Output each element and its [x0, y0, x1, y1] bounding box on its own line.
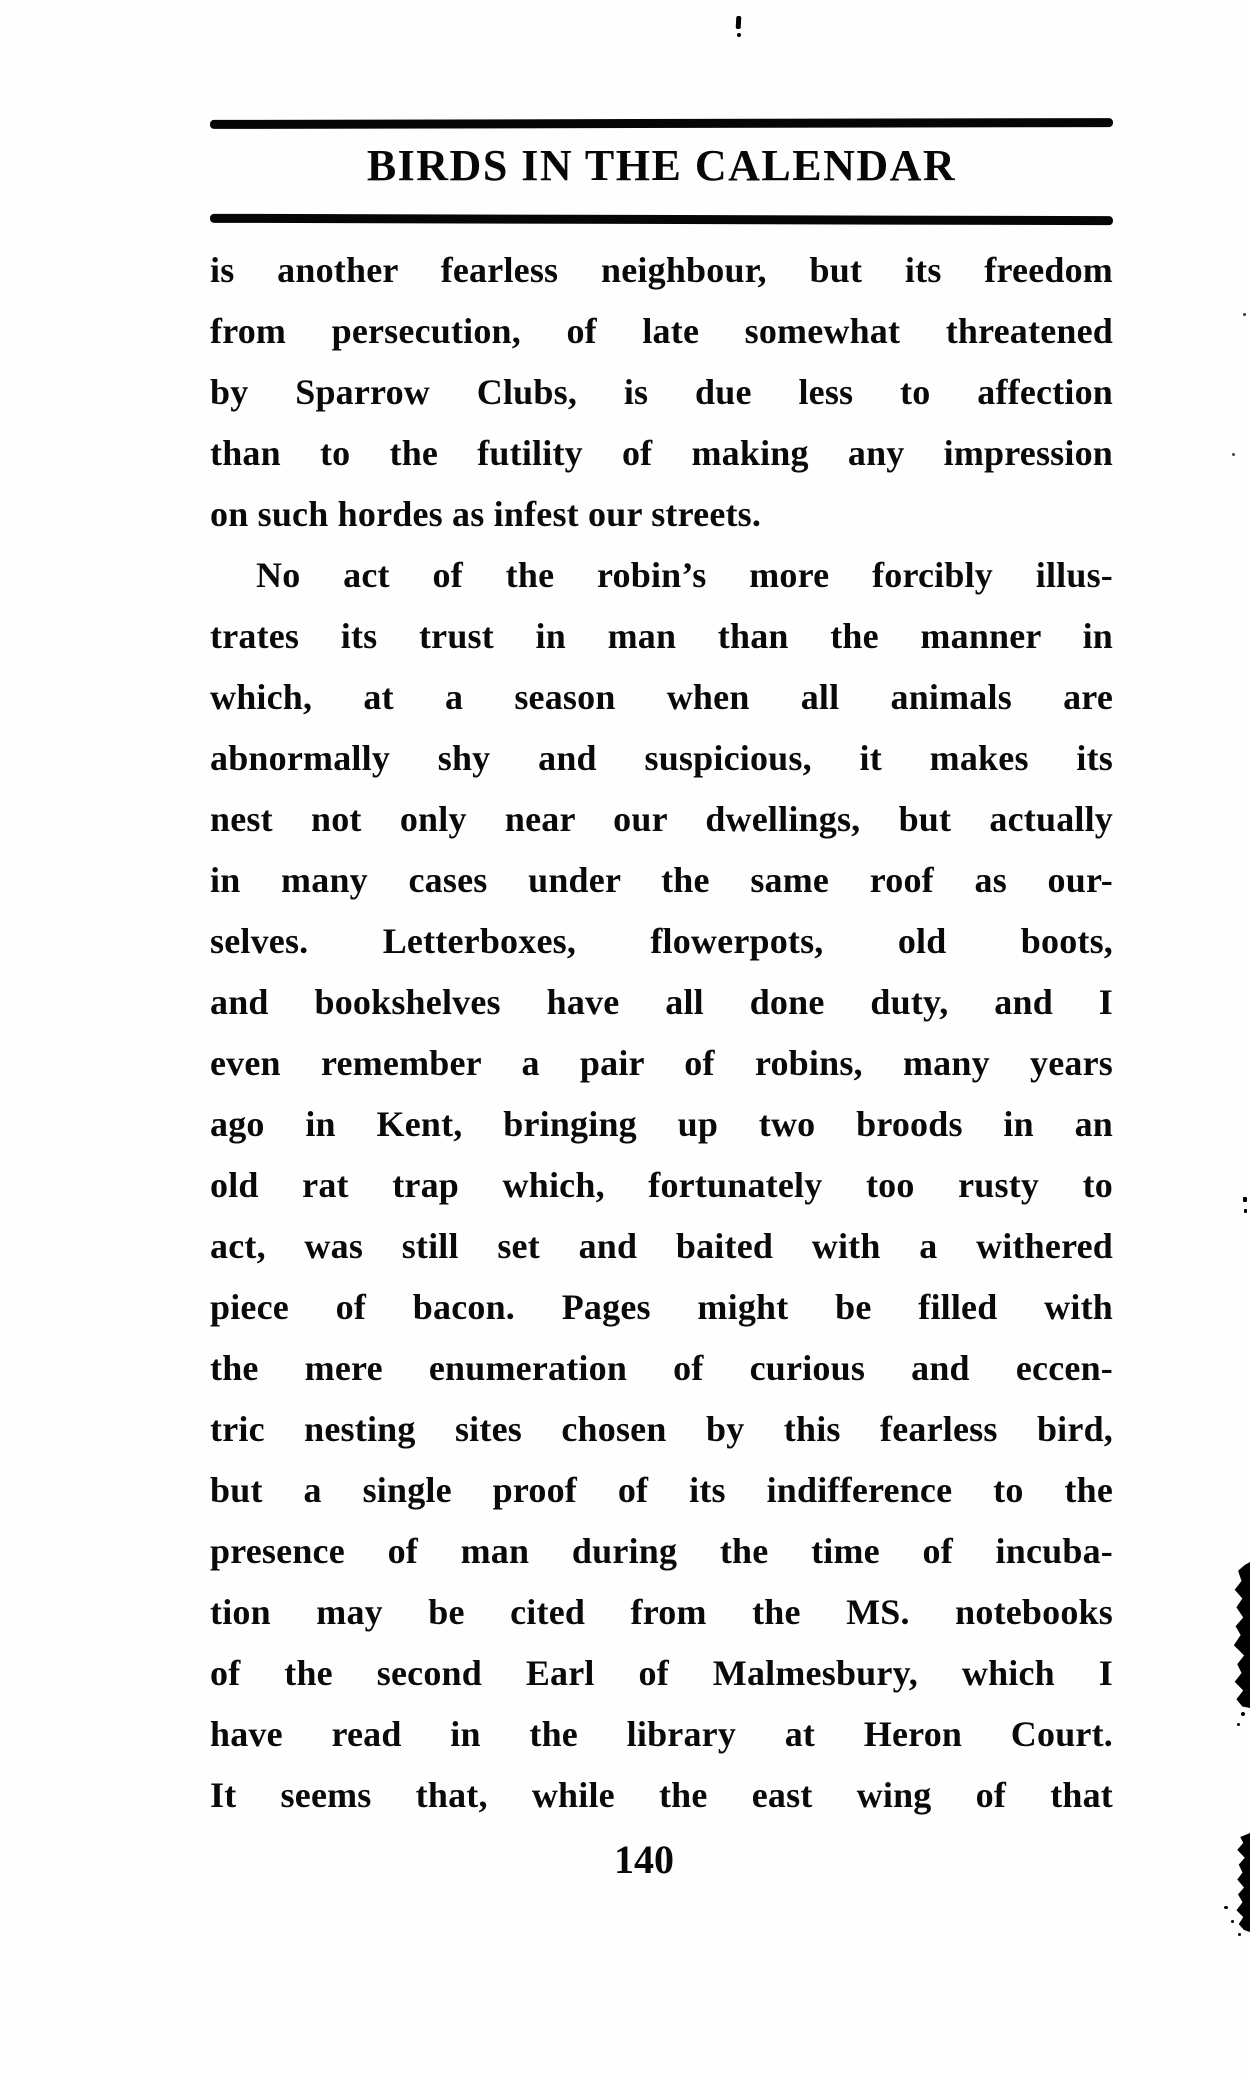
body-line: of the second Earl of Malmesbury, which I [210, 1653, 1113, 1693]
ink-speck-icon [1238, 1933, 1241, 1936]
body-line: and bookshelves have all done duty, and I [210, 982, 1113, 1022]
ink-speck-icon [1241, 1712, 1245, 1716]
page-number: 140 [614, 1837, 674, 1882]
body-line: act, was still set and baited with a withered [210, 1226, 1113, 1266]
body-line: trates its trust in man than the manner in [210, 616, 1113, 656]
header-rule-top [210, 118, 1113, 129]
body-line: abnormally shy and suspicious, it makes its [210, 738, 1113, 778]
body-line: presence of man during the time of incuba- [210, 1531, 1113, 1571]
body-line: old rat trap which, fortunately too rusty to [210, 1165, 1113, 1205]
margin-speck-icon [1243, 313, 1246, 316]
body-line: tion may be cited from the MS. notebooks [210, 1592, 1113, 1632]
stray-ink-tick-icon [736, 16, 742, 29]
body-line: have read in the library at Heron Court. [210, 1714, 1113, 1754]
ink-speck-icon [1231, 1920, 1234, 1923]
body-line: on such hordes as infest our streets. [210, 494, 762, 534]
body-line: in many cases under the same roof as our- [210, 860, 1113, 900]
body-line: selves. Letterboxes, flowerpots, old boots, [210, 921, 1113, 961]
margin-speck-icon [1232, 453, 1235, 456]
stray-ink-tick-dot-icon [737, 33, 741, 37]
ink-speck-icon [1237, 1723, 1240, 1726]
body-line: is another fearless neighbour, but its freedom [210, 250, 1113, 290]
ink-blotch-lower-icon [1235, 1833, 1250, 1932]
body-line: the mere enumeration of curious and eccen- [210, 1348, 1113, 1388]
ink-speck-icon [1224, 1906, 1228, 1909]
body-line: which, at a season when all animals are [210, 677, 1113, 717]
body-line: even remember a pair of robins, many years [210, 1043, 1113, 1083]
body-line: tric nesting sites chosen by this fearless bird, [210, 1409, 1113, 1449]
ink-blotch-upper-icon [1233, 1562, 1250, 1708]
body-line: from persecution, of late somewhat threatened [210, 311, 1113, 351]
body-text [210, 240, 1113, 1826]
header-rule-bottom [210, 214, 1113, 225]
body-line: No act of the robin’s more forcibly illus- [256, 555, 1113, 595]
body-line: by Sparrow Clubs, is due less to affection [210, 372, 1113, 412]
body-line: than to the futility of making any impression [210, 433, 1113, 473]
body-line: piece of bacon. Pages might be filled with [210, 1287, 1113, 1327]
body-line: but a single proof of its indifference to the [210, 1470, 1113, 1510]
ink-speck-icon [1243, 1197, 1247, 1202]
ink-speck-icon [1244, 1209, 1247, 1213]
body-line: It seems that, while the east wing of that [210, 1775, 1113, 1815]
body-line: nest not only near our dwellings, but actually [210, 799, 1113, 839]
body-line: ago in Kent, bringing up two broods in an [210, 1104, 1113, 1144]
page-title: BIRDS IN THE CALENDAR [366, 141, 957, 190]
